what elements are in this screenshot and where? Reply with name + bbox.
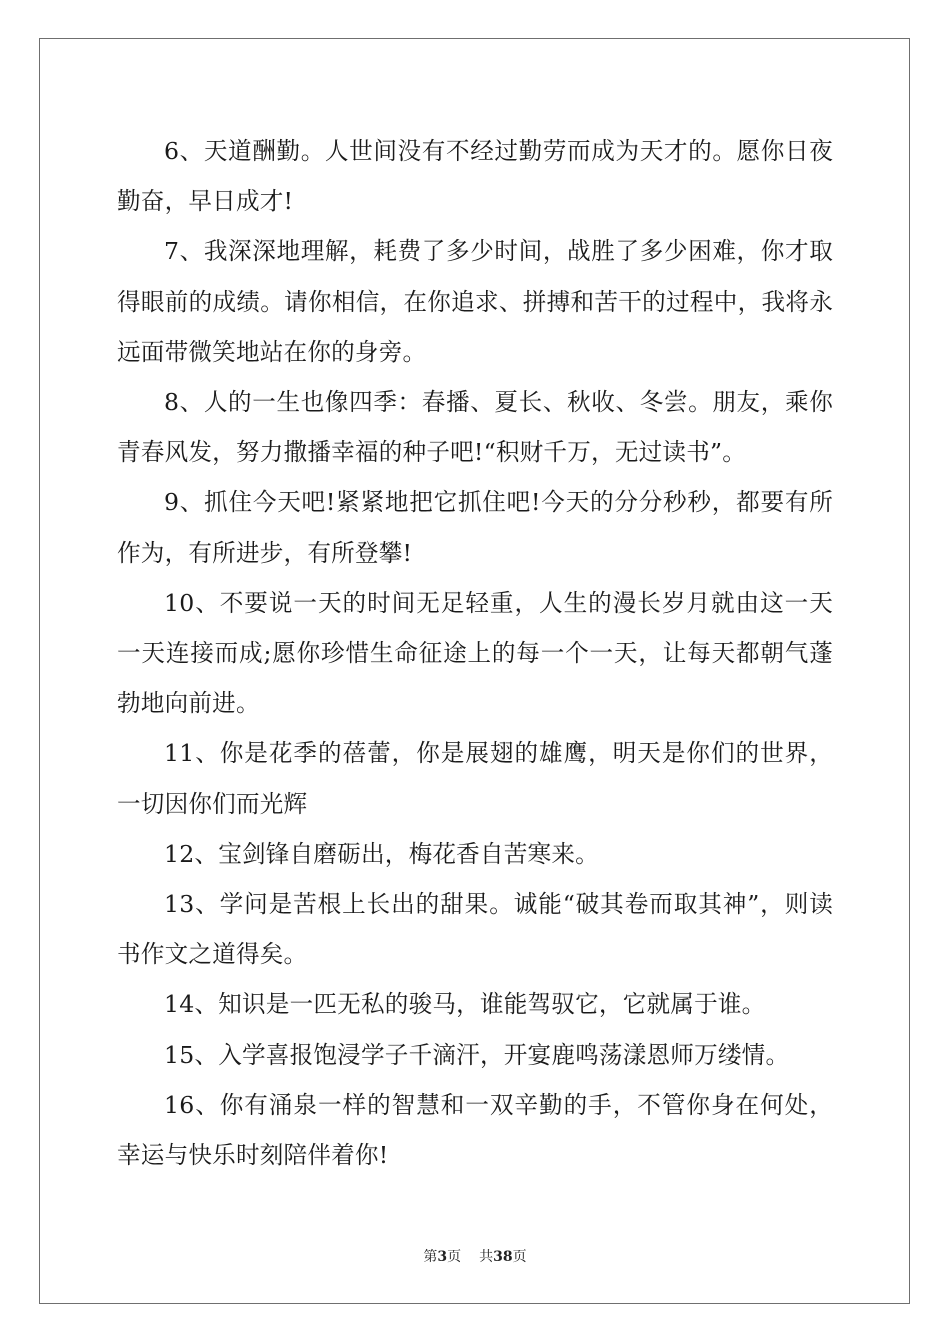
paragraph-13: 13、学问是苦根上长出的甜果。诚能“破其卷而取其神”，则读书作文之道得矣。 (117, 890, 833, 969)
paragraph-8: 8、人的一生也像四季：春播、夏长、秋收、冬尝。朋友，乘你青春风发，努力撒播幸福的种子吧!“积财千万，无过读书”。 (117, 388, 833, 467)
page-number (423, 1249, 461, 1265)
paragraph-14: 14、知识是一匹无私的骏马，谁能驾驭它，它就属于谁。 (164, 990, 766, 1019)
paragraph-7: 7、我深深地理解，耗费了多少时间，战胜了多少困难，你才取得眼前的成绩。请你相信，在你追求、拼搏和苦干的过程中，我将永远面带微笑地站在你的身旁。 (117, 237, 833, 366)
paragraph-9: 9、抓住今天吧!紧紧地把它抓住吧!今天的分分秒秒，都要有所作为，有所进步，有所登攀! (117, 488, 833, 567)
paragraph-12: 12、宝剑锋自磨砺出，梅花香自苦寒来。 (164, 839, 599, 868)
paragraph-6: 6、天道酬勤。人世间没有不经过勤劳而成为天才的。愿你日夜勤奋，早日成才! (117, 137, 833, 216)
total-page-count: 38 (493, 1249, 513, 1265)
paragraph-16: 16、你有涌泉一样的智慧和一双辛勤的手，不管你身在何处，幸运与快乐时刻陪伴着你! (117, 1090, 833, 1170)
paragraph-10: 10、不要说一天的时间无足轻重，人生的漫长岁月就由这一天一天连接而成;愿你珍惜生命征途上的每一个一天，让每天都朝气蓬勃地向前进。 (117, 588, 833, 718)
paragraph-15: 15、入学喜报饱浸学子千滴汗，开宴鹿鸣荡漾恩师万缕情。 (164, 1040, 790, 1069)
page-prefix: 第 (423, 1249, 438, 1265)
document-body (117, 126, 833, 1180)
current-page-number: 3 (437, 1249, 448, 1265)
page-total (479, 1249, 526, 1265)
page-footer (0, 1248, 950, 1266)
page-suffix: 页 (447, 1249, 462, 1265)
total-prefix: 共 (479, 1249, 494, 1265)
paragraph-11: 11、你是花季的蓓蕾，你是展翅的雄鹰，明天是你们的世界，一切因你们而光辉 (117, 739, 833, 818)
total-suffix: 页 (512, 1249, 527, 1265)
